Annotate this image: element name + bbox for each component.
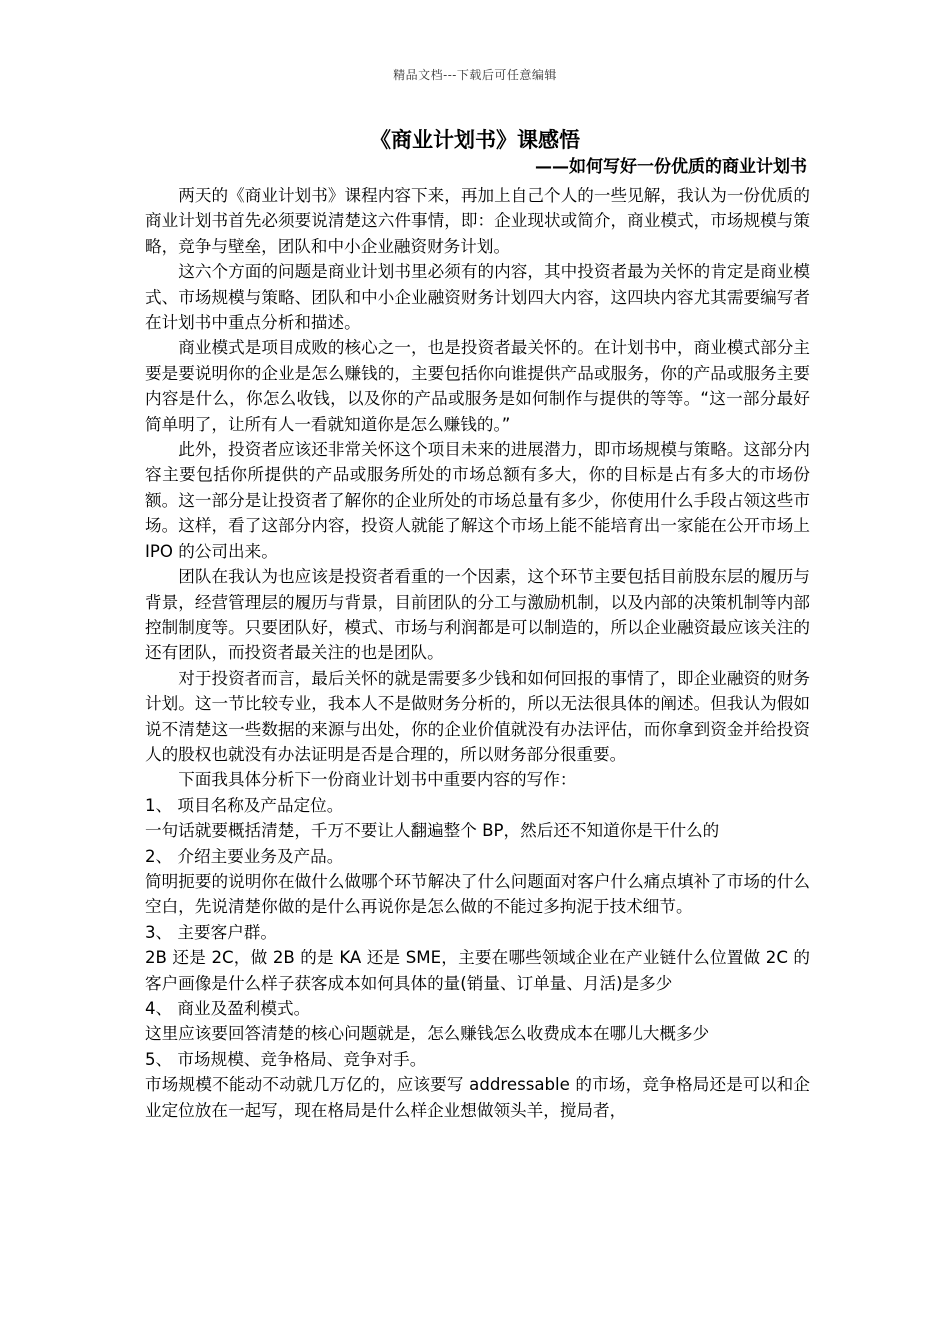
document-body (145, 183, 810, 1123)
list-item-heading: 5、 市场规模、竞争格局、竞争对手。 (145, 1049, 427, 1069)
page-header-note: 精品文档---下载后可任意编辑 (393, 68, 557, 82)
paragraph: 对于投资者而言，最后关怀的就是需要多少钱和如何回报的事情了，即企业融资的财务计划。这一节比较专业，我本人不是做财务分析的，所以无法很具体的阐述。但我认为假如说不清楚这一些数据的来源与出处，你的企业价值就没有办法评估，而你拿到资金并给投资人的股权也就没有办法证明是否是合理的，所以财务部分很重要。 (145, 668, 810, 764)
document-subtitle: ——如何写好一份优质的商业计划书 (535, 157, 807, 177)
list-item-heading: 1、 项目名称及产品定位。 (145, 795, 344, 815)
list-item-body: 这里应该要回答清楚的核心问题就是，怎么赚钱怎么收费成本在哪儿大概多少 (145, 1024, 710, 1044)
list-item-body: 2B 还是 2C，做 2B 的是 KA 还是 SME，主要在哪些领域企业在产业链什么位置做 2C 的客户画像是什么样子获客成本如何具体的量(销量、订单量、月活)是多少 (145, 948, 810, 993)
list-item-heading: 4、 商业及盈利模式。 (145, 999, 311, 1018)
paragraph: 下面我具体分析下一份商业计划书中重要内容的写作： (178, 770, 577, 790)
paragraph: 两天的《商业计划书》课程内容下来，再加上自己个人的一些见解，我认为一份优质的商业计划书首先必须要说清楚这六件事情，即：企业现状或简介，商业模式，市场规模与策略，竞争与壁垒，团队和中小企业融资财务计划。 (145, 186, 810, 256)
list-item-body: 简明扼要的说明你在做什么做哪个环节解决了什么问题面对客户什么痛点填补了市场的什么空白，先说清楚你做的是什么再说你是怎么做的不能过多拘泥于技术细节。 (145, 871, 810, 917)
paragraph: 此外，投资者应该还非常关怀这个项目未来的进展潜力，即市场规模与策略。这部分内容主要包括你所提供的产品或服务所处的市场总额有多大，你的目标是占有多大的市场份额。这一部分是让投资者了解你的企业所处的市场总量有多少，你使用什么手段占领这些市场。这样，看了这部分内容，投资人就能了解这个市场上能不能培育出一家能在公开市场上 IPO 的公司出来。 (145, 440, 810, 561)
list-item-body: 市场规模不能动不动就几万亿的，应该要写 addressable 的市场，竞争格局还是可以和企业定位放在一起写，现在格局是什么样企业想做领头羊，搅局者， (145, 1075, 810, 1120)
list-item-heading: 3、 主要客户群。 (145, 922, 277, 942)
paragraph: 这六个方面的问题是商业计划书里必须有的内容，其中投资者最为关怀的肯定是商业模式、市场规模与策略、团队和中小企业融资财务计划四大内容，这四块内容尤其需要编写者在计划书中重点分析和描述。 (145, 262, 810, 333)
paragraph: 团队在我认为也应该是投资者看重的一个因素，这个环节主要包括目前股东层的履历与背景，经营管理层的履历与背景，目前团队的分工与激励机制，以及内部的决策机制等内部控制制度等。只要团队好，模式、市场与利润都是可以制造的，所以企业融资最应该关注的还有团队，而投资者最关注的也是团队。 (145, 567, 810, 663)
paragraph: 商业模式是项目成败的核心之一，也是投资者最关怀的。在计划书中，商业模式部分主要是要说明你的企业是怎么赚钱的，主要包括你向谁提供产品或服务，你的产品或服务主要内容是什么，你怎么收钱，以及你的产品或服务是如何制作与提供的等等。“这一部分最好简单明了，让所有人一看就知道你是怎么赚钱的。” (145, 338, 810, 434)
document-title: 《商业计划书》课感悟 (370, 128, 580, 152)
list-item-body: 一句话就要概括清楚，千万不要让人翻遍整个 BP，然后还不知道你是干什么的 (145, 821, 720, 841)
list-item-heading: 2、 介绍主要业务及产品。 (145, 846, 344, 866)
